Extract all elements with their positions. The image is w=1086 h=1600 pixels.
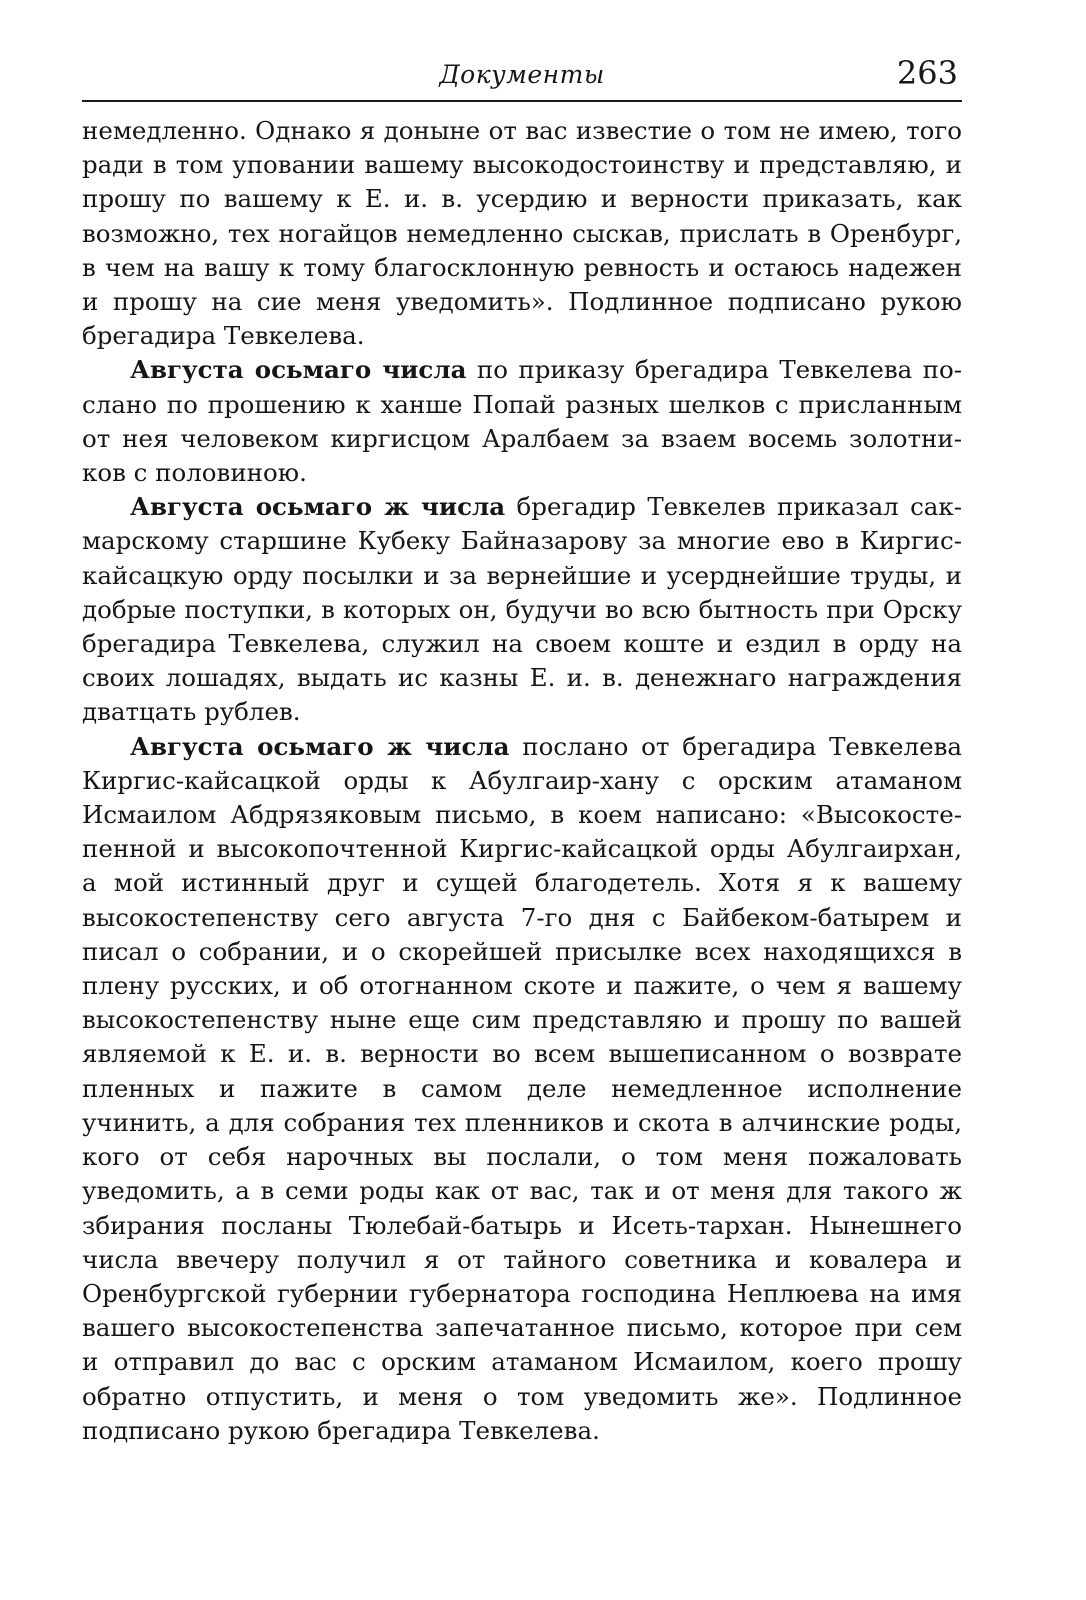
paragraph-august-8-reward [82,490,962,729]
body-text [82,114,962,1448]
paragraph-text: по приказу брегадира Тевкелева послано по прошению к ханше Попай разных шелков с присланным от нея человеком киргисцом Аралбаем за взаем восемь золотников с половиною. [82,355,962,488]
paragraph-lead: Августа осьмаго ж числа [130,492,506,522]
page-number: 263 [896,54,958,92]
paragraph-text: послано от брегадира Тевкелева Киргис-кайсацкой орды к Абулгаир-хану с орским атаманом Исмаилом Абдрязяковым письмо, в коем написано: «Высокостепенной и высокопочтенной Киргис-кайсацкой орды Абулгаирхан, а мой истинный друг и сущей благодетель. Хотя я к вашему высокостепенству сего августа 7-го дня с Байбеком-батырем и писал о собрании, и о скорейшей присылке всех находящихся в плену русских, и об отогнанном скоте и пажите, о чем я вашему высокостепенству ныне еще сим представляю и прошу по вашей являемой к Е. и. в. верности во всем вышеписанном о возврате пленных и пажите в самом деле немедленное исполнение учинить, а для собрания тех пленников и скота в алчинские роды, кого от себя нарочных вы послали, о том меня пожаловать уведомить, а в семи роды как от вас, так и от меня для такого ж збирания посланы Тюлебай-батырь и Исеть-тархан. Нынешнего числа ввечеру получил я от тайного советника и ковалера и Оренбургской губернии губернатора господина Неплюева на имя вашего высокостепенства запечатанное письмо, которое при сем и отправил до вас с орским атаманом Исмаилом, коего прошу обратно отпустить, и меня о том уведомить же». Подлинное подписано рукою брегадира Тевкелева. [82,731,962,1445]
paragraph-continued [82,114,962,353]
paragraph-lead: Августа осьмаго ж числа [130,731,510,761]
paragraph-text: немедленно. Однако я доныне от вас известие о том не имею, того ради в том уповании вашему высокодостоинству и представляю, и прошу по вашему к Е. и. в. усердию и верности приказать, как возможно, тех ногайцов немедленно сыскав, прислать в Оренбург, в чем на вашу к тому благосклонную ревность и остаюсь надежен и прошу на сие меня уведомить». Подлинное подписано рукою брегадира Тевкелева. [82,116,962,351]
running-header [82,48,962,102]
paragraph-august-8-letter [82,730,962,1448]
paragraph-lead: Августа осьмаго числа [130,355,467,385]
book-page [82,48,962,1448]
running-title: Документы [439,60,605,89]
paragraph-text: брегадир Тевкелев приказал сакмарскому старшине Кубеку Байназарову за многие ево в Киргискайсацкую орду посылки и за вернейшие и усерднейшие труды, и добрые поступки, в которых он, будучи во всю бытность при Орску брегадира Тевкелева, служил на своем коште и ездил в орду на своих лошадях, выдать ис казны Е. и. в. денежнаго награждения дватцать рублев. [82,492,962,727]
paragraph-august-8-silks [82,353,962,490]
